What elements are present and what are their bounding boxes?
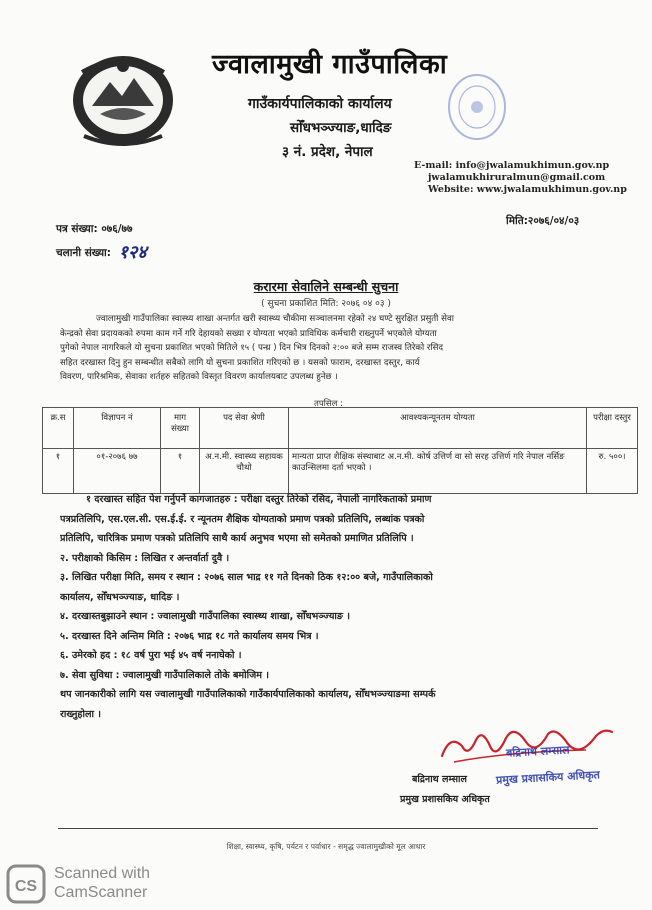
office-name: गाउँकार्यपालिकाको कार्यालय	[248, 96, 392, 112]
list-item: प्रतिलिपि, चारित्रिक प्रमाण पत्रको प्रतिलिपि साथै कार्य अनुभव भएमा सो समेतको प्रमाणित प्रतिलिपि ।	[60, 533, 414, 544]
table-row	[43, 449, 638, 494]
email-secondary: jwalamukhiruralmun@gmail.com	[428, 172, 606, 183]
col-header-qualification: आवश्यकन्यूनतम योग्यता	[289, 408, 587, 449]
camscanner-watermark	[54, 864, 150, 902]
paragraph-line: ज्वालामुखी गाउँपालिका स्वास्थ्य शाखा अन्तर्गत खरी स्वास्थ्य चौकीमा सञ्चालनमा रहेको २४ घण्टे सुरक्षित प्रसुती सेवा	[96, 314, 454, 324]
table-header-row	[43, 408, 638, 449]
paragraph-line: केन्द्रको सेवा प्रदायकको रुपमा काम गर्ने गरि देहायको सख्या र योग्यता भएको प्राविधिक कर्मचारी राख्नुपर्ने भएकोले योग्यता	[60, 328, 437, 339]
cell-post: अ.न.मी. स्वास्थ्य सहायक चौथो	[200, 449, 289, 494]
col-header-advertisement: विज्ञापन नं	[74, 408, 161, 449]
letter-number	[56, 222, 132, 236]
letter-number-label: पत्र संख्या:	[56, 223, 98, 235]
office-stamp-icon	[446, 72, 508, 142]
list-item: ३. लिखित परीक्षा मिति, समय र स्थान : २०७६ साल भाद्र ११ गते दिनको ठिक १२:०० बजे, गाउँपालिकाको	[60, 572, 433, 583]
footer-slogan: शिक्षा, स्वास्थ्य, कृषि, पर्यटन र पर्वाधार - समृद्ध ज्वालामुखीको मूल आधार	[226, 842, 426, 851]
col-header-sn: क्र.स	[43, 408, 74, 449]
municipality-emblem-icon	[62, 44, 184, 148]
signatory-designation: प्रमुख प्रशासकिय अधिकृत	[400, 794, 490, 805]
watermark-line-2: CamScanner	[54, 884, 148, 901]
list-item: थप जानकारीको लागि यस ज्वालामुखी गाउँपालिकाको गाउँकार्यपालिकाको कार्यालय, सोँधभञ्ज्याङमा सम्पर्क	[60, 689, 436, 700]
cell-fee: रु. ५००।	[587, 449, 638, 494]
cell-qualification: मान्यता प्राप्त शैक्षिक संस्थाबाट अ.न.मी. कोर्ष उत्तिर्ण वा सो सरह उत्तिर्ण गरि नेपाल नर्सिङ काउन्सिलमा दर्ता भएको ।	[289, 449, 587, 494]
list-item: २. परीक्षाको किसिम : लिखित र अन्तर्वार्ता दुवै ।	[60, 552, 230, 564]
paragraph-line: पुगेको नेपाल नागरिकले यो सुचना प्रकाशित भएको मितिले १५ ( पन्ध्र ) दिन भित्र दिनको २:०० बजे सम्म राजस्व तिरेको रसिद	[60, 343, 444, 353]
contact-block	[414, 160, 644, 196]
dispatch-number-value: १२४	[118, 242, 147, 263]
list-item: पत्रप्रतिलिपि, एस.एल.सी. एस.ई.ई. र न्यूनतम शैक्षिक योग्यताको प्रमाण पत्रको प्रतिलिपि, लब्धांक पत्रको	[60, 513, 425, 525]
email-primary: E-mail: info@jwalamukhimun.gov.np	[414, 160, 610, 171]
letter-number-value: ०७६/७७	[101, 223, 133, 235]
letter-date: मिति:२०७६/०४/०३	[506, 215, 580, 227]
col-header-demand: माग संख्या	[161, 408, 200, 449]
watermark-line-1: Scanned with	[54, 865, 151, 882]
camscanner-logo-icon	[6, 864, 46, 904]
notice-title: करारमा सेवालिने सम्बन्धी सुचना	[253, 279, 399, 294]
table-caption: तपसिल :	[314, 399, 343, 409]
cell-advertisement: ०१-२०७६ ७७	[74, 449, 161, 494]
notice-publish-date: ( सुचना प्रकाशित मिति: २०७६ ०४ ०३ )	[261, 299, 391, 309]
dispatch-number-label: चलानी संख्या:	[56, 247, 111, 259]
notice-paragraph	[60, 312, 622, 385]
col-header-post: पद सेवा श्रेणी	[200, 408, 289, 449]
paragraph-line: विवरण, पारिश्रमिक, सेवाका शर्तहरु सहितको विस्तृत विवरण कार्यालयबाट उपलब्ध हुनेछ ।	[60, 372, 338, 382]
footer-divider	[58, 828, 598, 829]
conditions-list	[60, 490, 632, 724]
municipality-title: ज्वालामुखी गाउँपालिका	[212, 49, 448, 80]
list-item: राख्नुहोला ।	[60, 708, 101, 720]
office-province: ३ नं. प्रदेश, नेपाल	[282, 144, 373, 160]
list-item: ५. दरखास्त दिने अन्तिम मिति : २०७६ भाद्र १८ गते कार्यालय समय भित्र ।	[60, 630, 319, 642]
list-item: ७. सेवा सुविधा : ज्वालामुखी गाउँपालिकाले तोके बमोजिम ।	[60, 669, 269, 681]
svg-text:CS: CS	[14, 878, 38, 895]
paragraph-line: सहित दरखास्त दिनु हुन सम्बन्धीत सबैको लागि यो सुचना प्रकाशित गरिएको छ । यसको फाराम, दरखास्त दस्तुर, कार्य	[60, 357, 420, 368]
list-item: कार्यालय, सोँधभञ्ज्याङ, धादिङ ।	[60, 591, 180, 603]
signatory-name: बद्रिनाथ लम्साल	[412, 774, 467, 785]
cell-sn: १	[43, 449, 74, 494]
cell-demand: १	[161, 449, 200, 494]
website: Website: www.jwalamukhimun.gov.np	[428, 184, 627, 195]
list-item: ६. उमेरको हद : १८ वर्ष पुरा भई ४५ वर्ष ननाघेको ।	[60, 650, 242, 661]
vacancy-table	[42, 407, 638, 494]
stamp-name: बद्रिनाथ लम्साल	[505, 743, 570, 760]
list-item: १ दरखास्त सहित पेश गर्नुपर्ने कागजातहरु : परीक्षा दस्तुर तिरेको रसिद, नेपाली नागरिकताको प्रमाण	[86, 494, 432, 505]
stamp-designation: प्रमुख प्रशासकिय अधिकृत	[495, 768, 601, 787]
office-address: सोँधभञ्ज्याङ,धादिङ	[290, 120, 392, 136]
list-item: ४. दरखास्तबुझाउने स्थान : ज्वालामुखी गाउँपालिका स्वास्थ्य शाखा, सोँधभञ्ज्याङ ।	[60, 611, 350, 622]
dispatch-number	[56, 240, 147, 264]
col-header-fee: परीक्षा दस्तुर	[587, 408, 638, 449]
